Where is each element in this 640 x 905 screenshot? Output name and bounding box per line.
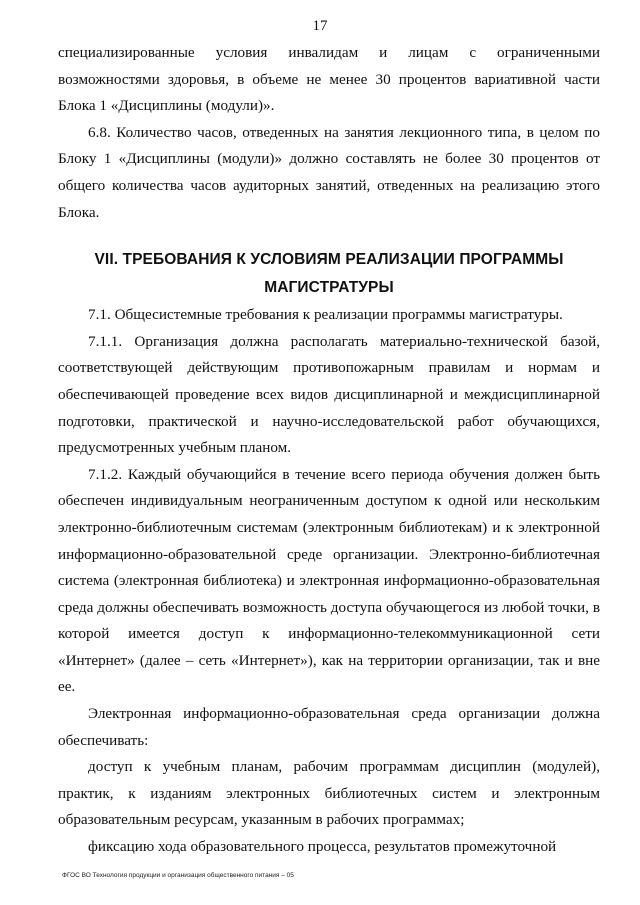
paragraph-eios-access: доступ к учебным планам, рабочим программам дисциплин (модулей), практик, к изданиям электронных библиотечных систем и электронным образовательным ресурсам, указанным в рабочих программах; xyxy=(58,758,600,829)
paragraph-eios-intro: Электронная информационно-образовательная среда организации должна обеспечивать: xyxy=(58,705,600,749)
paragraph-7-1-2: 7.1.2. Каждый обучающийся в течение всего периода обучения должен быть обеспечен индивидуальным неограниченным доступом к одной или нескольким электронно-библиотечным системам (электронным библиотекам) и к электронной информационно-образовательной среде организации. Электронно-библиотечная система (электронная библиотека) и электронная информационно-образовательная среда должны обеспечивать возможность доступа обучающегося из любой точки, в которой имеется доступ к информационно-телекоммуникационной сети «Интернет» (далее – сеть «Интернет»), как на территории организации, так и вне ее. xyxy=(58,465,600,696)
paragraph-eios-tracking: фиксацию хода образовательного процесса, результатов промежуточной xyxy=(88,838,557,856)
section-heading-line-1: VII. ТРЕБОВАНИЯ К УСЛОВИЯМ РЕАЛИЗАЦИИ ПРОГРАММЫ xyxy=(94,251,564,269)
section-heading xyxy=(58,246,600,302)
paragraph-7-1-1: 7.1.1. Организация должна располагать материально-технической базой, соответствующей действующим противопожарным правилам и нормам и обеспечивающей проведение всех видов дисциплинарной и междисциплинарной подготовки, практической и научно-исследовательской работ обучающихся, предусмотренных учебным планом. xyxy=(58,332,600,457)
page-number: 17 xyxy=(312,18,328,34)
paragraph-continuation: специализированные условия инвалидам и лицам с ограниченными возможностями здоровья, в объеме не менее 30 процентов вариативной части Блока 1 «Дисциплины (модули)». xyxy=(58,44,600,115)
page-body xyxy=(58,40,600,861)
page-footer: ФГОС ВО Технология продукции и организация общественного питания – 05 xyxy=(62,872,294,879)
paragraph-7-1: 7.1. Общесистемные требования к реализации программы магистратуры. xyxy=(88,306,563,324)
section-heading-line-2: МАГИСТРАТУРЫ xyxy=(264,279,394,297)
paragraph-6-8: 6.8. Количество часов, отведенных на занятия лекционного типа, в целом по Блоку 1 «Дисциплины (модули)» должно составлять не более 30 процентов от общего количества часов аудиторных занятий, отведенных на реализацию этого Блока. xyxy=(58,123,600,221)
